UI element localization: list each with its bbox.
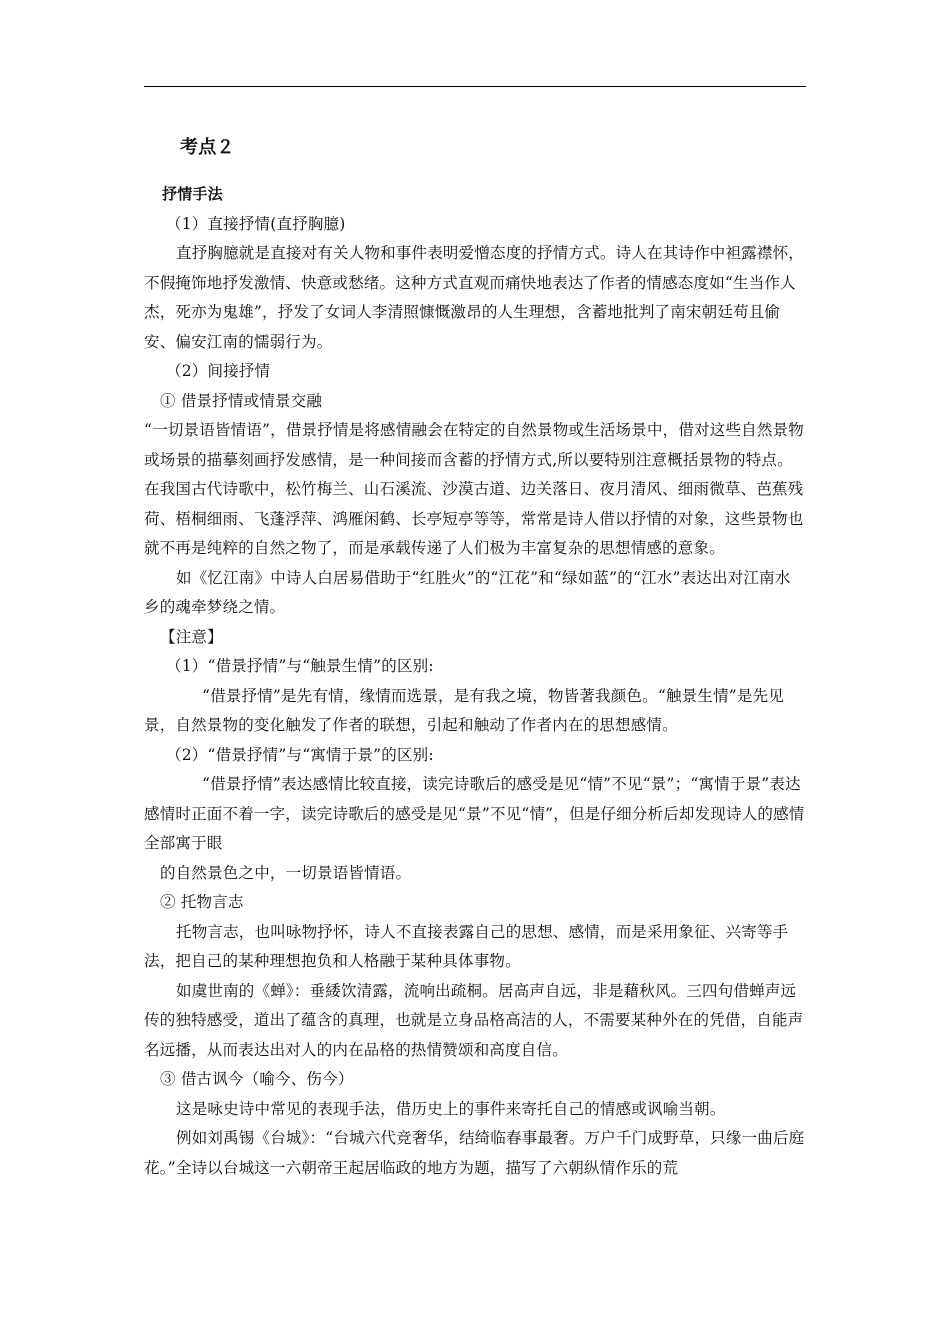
- section-heading: 考点２: [180, 137, 235, 158]
- note-item-1: （1）“借景抒情”与“触景生情”的区别:: [166, 657, 434, 675]
- note-paragraph-2: “借景抒情”表达感情比较直接，读完诗歌后的感受是见“情”不见“景”；“寓情于景”表达感情时正面不着一字，读完诗歌后的感受是见“景”不见“情”，但是仔细分析后却发现诗人的感情全部寓于眼: [144, 775, 805, 852]
- subitem-scene-lyric: ① 借景抒情或情景交融: [160, 391, 323, 410]
- section-subheading: 抒情手法: [162, 185, 223, 203]
- paragraph-direct-lyric: 直抒胸臆就是直接对有关人物和事件表明爱憎态度的抒情方式。诗人在其诗作中袒露襟怀，不假掩饰地抒发激情、快意或愁绪。这种方式直观而痛快地表达了作者的情感态度如“生当作人杰，死亦为鬼雄”，抒发了女词人李清照慷慨激昂的人生理想，含蓄地批判了南宋朝廷苟且偷安、偏安江南的懦弱行为。: [144, 244, 805, 351]
- paragraph-example-jiangnan: 如《忆江南》中诗人白居易借助于“红胜火”的“江花”和“绿如蓝”的“江水”表达出对江南水乡的魂牵梦绕之情。: [144, 568, 791, 616]
- item-indirect-lyric: （2）间接抒情: [166, 362, 271, 380]
- paragraph-example-taicheng: 例如刘禹锡《台城》：“台城六代竞奢华，结绮临春事最奢。万户千门成野草，只缘一曲后庭花。”全诗以台城这一六朝帝王起居临政的地方为题，描写了六朝纵情作乐的荒: [144, 1129, 805, 1177]
- note-label: 【注意】: [160, 627, 223, 646]
- paragraph-object-ambition: 托物言志，也叫咏物抒怀，诗人不直接表露自己的思想、感情，而是采用象征、兴寄等手法，把自己的某种理想抱负和人格融于某种具体事物。: [144, 922, 789, 970]
- item-direct-lyric: （1）直接抒情(直抒胸臆): [166, 214, 346, 233]
- paragraph-scene-lyric: “一切景语皆情语”，借景抒情是将感情融会在特定的自然景物或生活场景中，借对这些自然景物或场景的描摹刻画抒发感情，是一种间接而含蓄的抒情方式,所以要特别注意概括景物的特点。在我国古代诗歌中，松竹梅兰、山石溪流、沙漠古道、边关落日、夜月清风、细雨微草、芭蕉残荷、梧桐细雨、飞蓬浮萍、鸿雁闲鹤、长亭短亭等等，常常是诗人借以抒情的对象，这些景物也就不再是纯粹的自然之物了，而是承载传递了人们极为丰富复杂的思想情感的意象。: [144, 421, 804, 557]
- paragraph-example-cicada: 如虞世南的《蝉》：垂緌饮清露，流响出疏桐。居高声自远，非是藉秋风。三四句借蝉声远传的独特感受，道出了蕴含的真理，也就是立身品格高洁的人，不需要某种外在的凭借，自能声名远播，从而表达出对人的内在品格的热情赞颂和高度自信。: [144, 981, 804, 1059]
- note-paragraph-2-continued: 的自然景色之中，一切景语皆情语。: [160, 863, 412, 882]
- paragraph-ancient-satire: 这是咏史诗中常见的表现手法，借历史上的事件来寄托自己的情感或讽喻当朝。: [176, 1099, 726, 1118]
- subitem-ancient-satire: ③ 借古讽今（喻今、伤今）: [160, 1070, 354, 1088]
- note-item-2: （2）“借景抒情”与“寓情于景”的区别:: [166, 745, 434, 764]
- note-paragraph-1: “借景抒情”是先有情，缘情而选景，是有我之境，物皆著我颜色。“触景生情”是先见景，自然景物的变化触发了作者的联想，引起和触动了作者内在的思想感情。: [144, 686, 784, 734]
- document-body: [144, 130, 806, 1183]
- header-rule: [144, 86, 806, 87]
- subitem-object-ambition: ② 托物言志: [160, 893, 244, 911]
